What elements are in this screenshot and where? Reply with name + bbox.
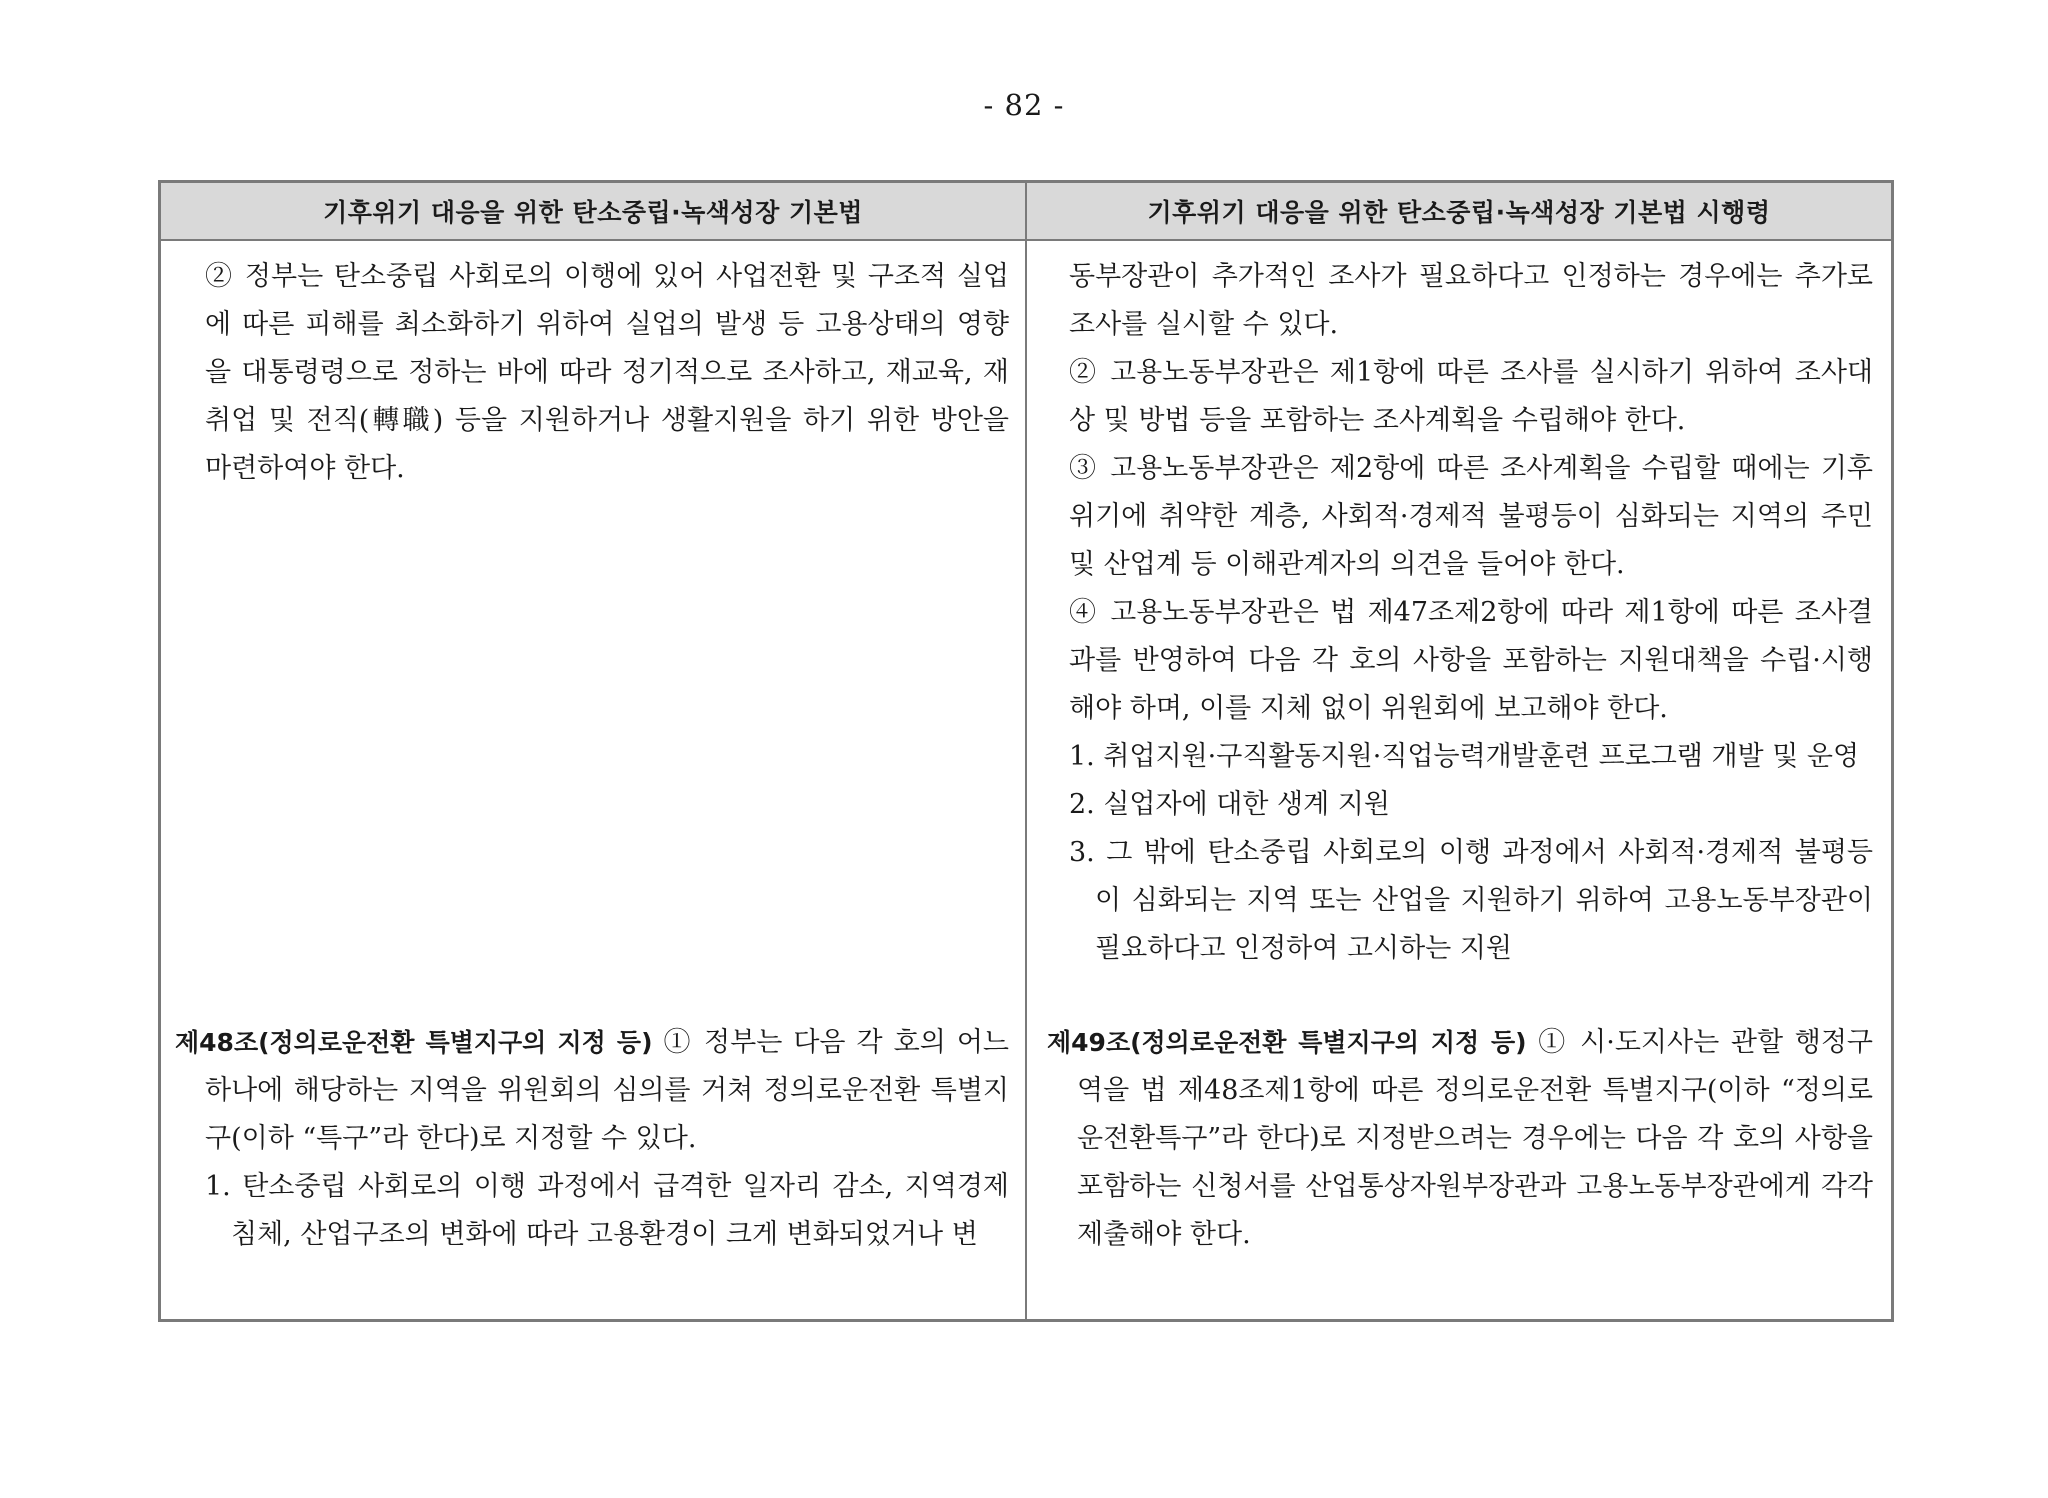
decree-item-1: 1. 취업지원·구직활동지원·직업능력개발훈련 프로그램 개발 및 운영 <box>1069 741 1860 772</box>
decree-continued-text: 동부장관이 추가적인 조사가 필요하다고 인정하는 경우에는 추가로 조사를 실시할 수 있다. <box>1069 261 1873 340</box>
decree-paragraph-2: ② 고용노동부장관은 제1항에 따른 조사를 실시하기 위하여 조사대상 및 방법 등을 포함하는 조사계획을 수립해야 한다. <box>1069 357 1873 436</box>
decree-cell-lower <box>1027 1019 1891 1319</box>
law-cell-upper <box>161 241 1027 1019</box>
decree-cell-upper <box>1027 241 1891 1019</box>
law-article-48-item-1: 1. 탄소중립 사회로의 이행 과정에서 급격한 일자리 감소, 지역경제 침체, 산업구조의 변화에 따라 고용환경이 크게 변화되었거나 변 <box>205 1171 1009 1250</box>
law-paragraph-2: ② 정부는 탄소중립 사회로의 이행에 있어 사업전환 및 구조적 실업에 따른 피해를 최소화하기 위하여 실업의 발생 등 고용상태의 영향을 대통령령으로 정하는 바에 따라 정기적으로 조사하고, 재교육, 재취업 및 전직(轉職) 등을 지원하거나 생활지원을 하기 위한 방안을 마련하여야 한다. <box>205 261 1009 484</box>
law-cell-lower <box>161 1019 1027 1319</box>
decree-paragraph-3: ③ 고용노동부장관은 제2항에 따른 조사계획을 수립할 때에는 기후위기에 취약한 계층, 사회적·경제적 불평등이 심화되는 지역의 주민 및 산업계 등 이해관계자의 의견을 들어야 한다. <box>1069 453 1873 580</box>
decree-article-49-title: 제49조(정의로운전환 특별지구의 지정 등) <box>1047 1028 1527 1057</box>
law-article-48-title: 제48조(정의로운전환 특별지구의 지정 등) <box>175 1028 653 1057</box>
law-comparison-table <box>158 180 1894 1322</box>
decree-paragraph-4: ④ 고용노동부장관은 법 제47조제2항에 따라 제1항에 따른 조사결과를 반영하여 다음 각 호의 사항을 포함하는 지원대책을 수립·시행해야 하며, 이를 지체 없이 위원회에 보고해야 한다. <box>1069 597 1873 724</box>
law-article-48-text: ① 정부는 다음 각 호의 어느 하나에 해당하는 지역을 위원회의 심의를 거쳐 정의로운전환 특별지구(이하 “특구”라 한다)로 지정할 수 있다. <box>205 1027 1009 1154</box>
header-enforcement-decree: 기후위기 대응을 위한 탄소중립·녹색성장 기본법 시행령 <box>1027 183 1891 241</box>
decree-article-49-text: ① 시·도지사는 관할 행정구역을 법 제48조제1항에 따른 정의로운전환 특별지구(이하 “정의로운전환특구”라 한다)로 지정받으려는 경우에는 다음 각 호의 사항을 포함하는 신청서를 산업통상자원부장관과 고용노동부장관에게 각각 제출해야 한다. <box>1077 1027 1874 1250</box>
header-law: 기후위기 대응을 위한 탄소중립·녹색성장 기본법 <box>161 183 1027 241</box>
law-article-48 <box>175 1019 1009 1163</box>
decree-item-3: 3. 그 밖에 탄소중립 사회로의 이행 과정에서 사회적·경제적 불평등이 심화되는 지역 또는 산업을 지원하기 위하여 고용노동부장관이 필요하다고 인정하여 고시하는 지원 <box>1069 837 1873 964</box>
page-number: - 82 - <box>983 88 1065 122</box>
decree-article-49 <box>1047 1019 1873 1259</box>
decree-item-2: 2. 실업자에 대한 생계 지원 <box>1069 789 1390 820</box>
